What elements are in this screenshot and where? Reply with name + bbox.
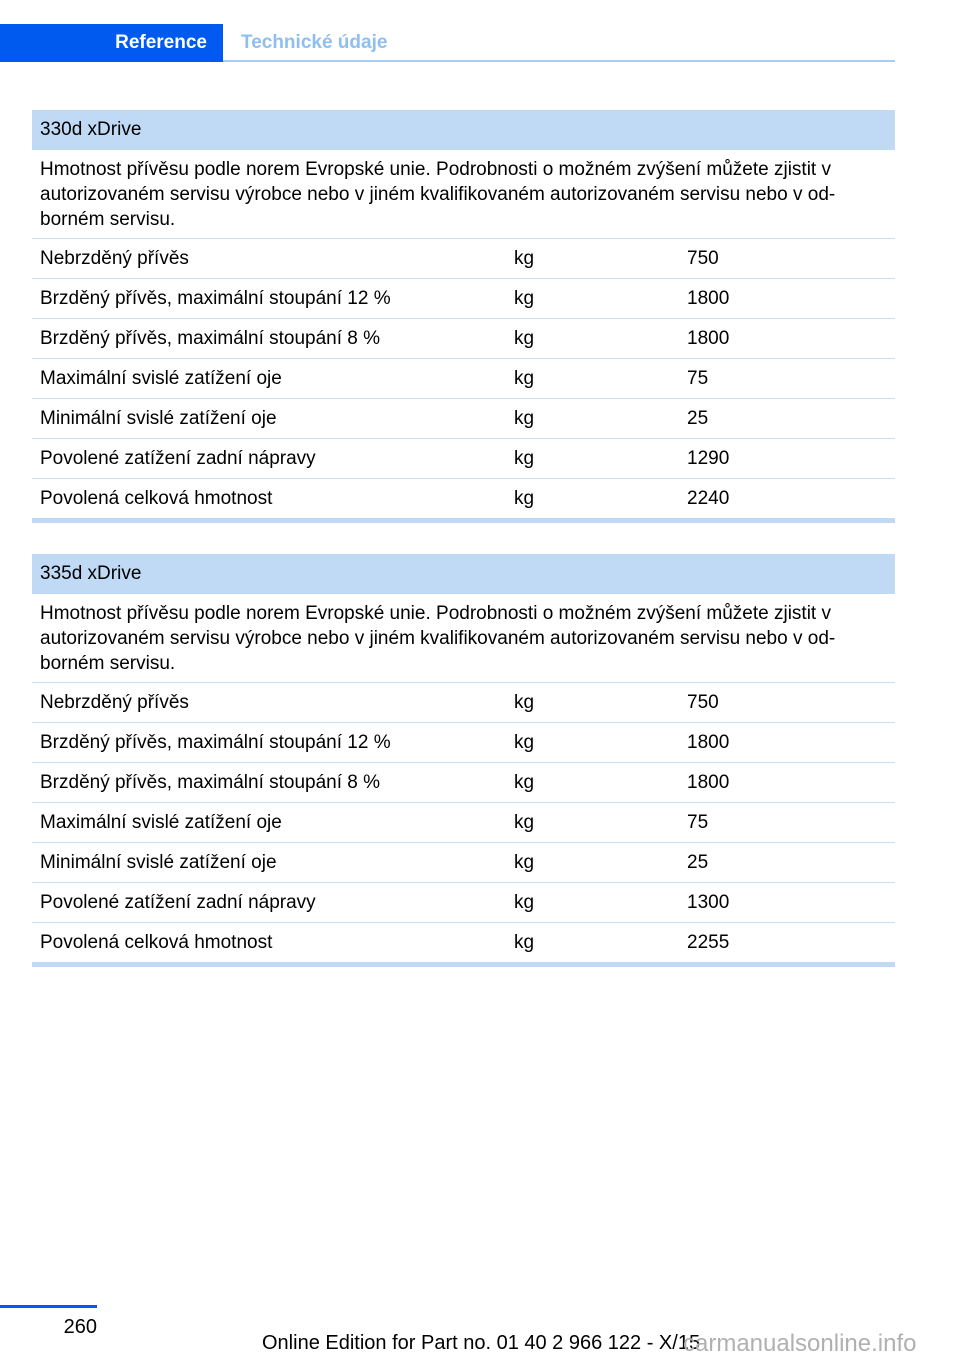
- row-value: 750: [687, 248, 719, 269]
- tab-reference[interactable]: [0, 24, 223, 62]
- edition-text: Online Edition for Part no. 01 40 2 966 122 - X/15: [262, 1332, 701, 1354]
- table-title: 335d xDrive: [32, 554, 895, 594]
- row-unit: kg: [514, 488, 535, 509]
- row-unit: kg: [514, 692, 535, 713]
- tab-technical-data[interactable]: Technické údaje: [241, 32, 388, 53]
- row-unit: kg: [514, 852, 535, 873]
- table-bottom-rule: [32, 962, 895, 967]
- table-row: [32, 359, 895, 399]
- spec-table: [32, 110, 895, 523]
- table-description: Hmotnost přívěsu podle norem Evropské unie. Podrobnosti o možném zvýšení můžete zjistit v autorizovaném servisu výrobce nebo v jiném kvalifikovaném autorizovaném servisu nebo v odborném servisu.: [32, 594, 895, 683]
- row-unit: kg: [514, 772, 535, 793]
- row-label: Nebrzděný přívěs: [40, 248, 189, 269]
- row-label: Povolená celková hmotnost: [40, 932, 273, 953]
- table-row: [32, 763, 895, 803]
- row-label: Brzděný přívěs, maximální stoupání 12 %: [40, 288, 391, 309]
- row-unit: kg: [514, 368, 535, 389]
- table-row: [32, 439, 895, 479]
- row-label: Brzděný přívěs, maximální stoupání 8 %: [40, 328, 381, 349]
- row-unit: kg: [514, 892, 535, 913]
- watermark: carmanualsonline.info: [683, 1330, 917, 1357]
- table-row: [32, 479, 895, 518]
- row-unit: kg: [514, 812, 535, 833]
- row-label: Povolené zatížení zadní nápravy: [40, 448, 316, 469]
- row-label: Brzděný přívěs, maximální stoupání 12 %: [40, 732, 391, 753]
- row-label: Minimální svislé zatížení oje: [40, 408, 277, 429]
- row-value: 1800: [687, 772, 730, 793]
- row-value: 2255: [687, 932, 730, 953]
- table-row: [32, 803, 895, 843]
- row-value: 1800: [687, 328, 730, 349]
- row-label: Povolená celková hmotnost: [40, 488, 273, 509]
- row-value: 1290: [687, 448, 730, 469]
- row-value: 1800: [687, 732, 730, 753]
- table-bottom-rule: [32, 518, 895, 523]
- row-label: Maximální svislé zatížení oje: [40, 812, 282, 833]
- table-row: [32, 683, 895, 723]
- table-row: [32, 723, 895, 763]
- header-divider: [223, 60, 895, 62]
- table-row: [32, 279, 895, 319]
- table-description: Hmotnost přívěsu podle norem Evropské unie. Podrobnosti o možném zvýšení můžete zjistit v autorizovaném servisu výrobce nebo v jiném kvalifikovaném autorizovaném servisu nebo v odborném servisu.: [32, 150, 895, 239]
- row-value: 75: [687, 368, 709, 389]
- table-row: [32, 399, 895, 439]
- row-unit: kg: [514, 448, 535, 469]
- table-row: [32, 239, 895, 279]
- row-label: Brzděný přívěs, maximální stoupání 8 %: [40, 772, 381, 793]
- row-unit: kg: [514, 288, 535, 309]
- row-unit: kg: [514, 932, 535, 953]
- page-number: 260: [63, 1316, 97, 1338]
- table-row: [32, 883, 895, 923]
- table-row: [32, 923, 895, 962]
- row-label: Povolené zatížení zadní nápravy: [40, 892, 316, 913]
- row-unit: kg: [514, 248, 535, 269]
- row-label: Minimální svislé zatížení oje: [40, 852, 277, 873]
- row-unit: kg: [514, 328, 535, 349]
- row-unit: kg: [514, 732, 535, 753]
- row-label: Maximální svislé zatížení oje: [40, 368, 282, 389]
- row-value: 1300: [687, 892, 730, 913]
- row-value: 2240: [687, 488, 730, 509]
- spec-table: [32, 554, 895, 967]
- row-unit: kg: [514, 408, 535, 429]
- row-value: 750: [687, 692, 719, 713]
- table-title: 330d xDrive: [32, 110, 895, 150]
- row-value: 25: [687, 852, 709, 873]
- table-body: [32, 683, 895, 962]
- table-row: [32, 319, 895, 359]
- table-row: [32, 843, 895, 883]
- row-value: 75: [687, 812, 709, 833]
- footer-divider: [0, 1305, 97, 1308]
- row-label: Nebrzděný přívěs: [40, 692, 189, 713]
- table-body: [32, 239, 895, 518]
- row-value: 25: [687, 408, 709, 429]
- row-value: 1800: [687, 288, 730, 309]
- tab-reference-label: Reference: [115, 32, 207, 53]
